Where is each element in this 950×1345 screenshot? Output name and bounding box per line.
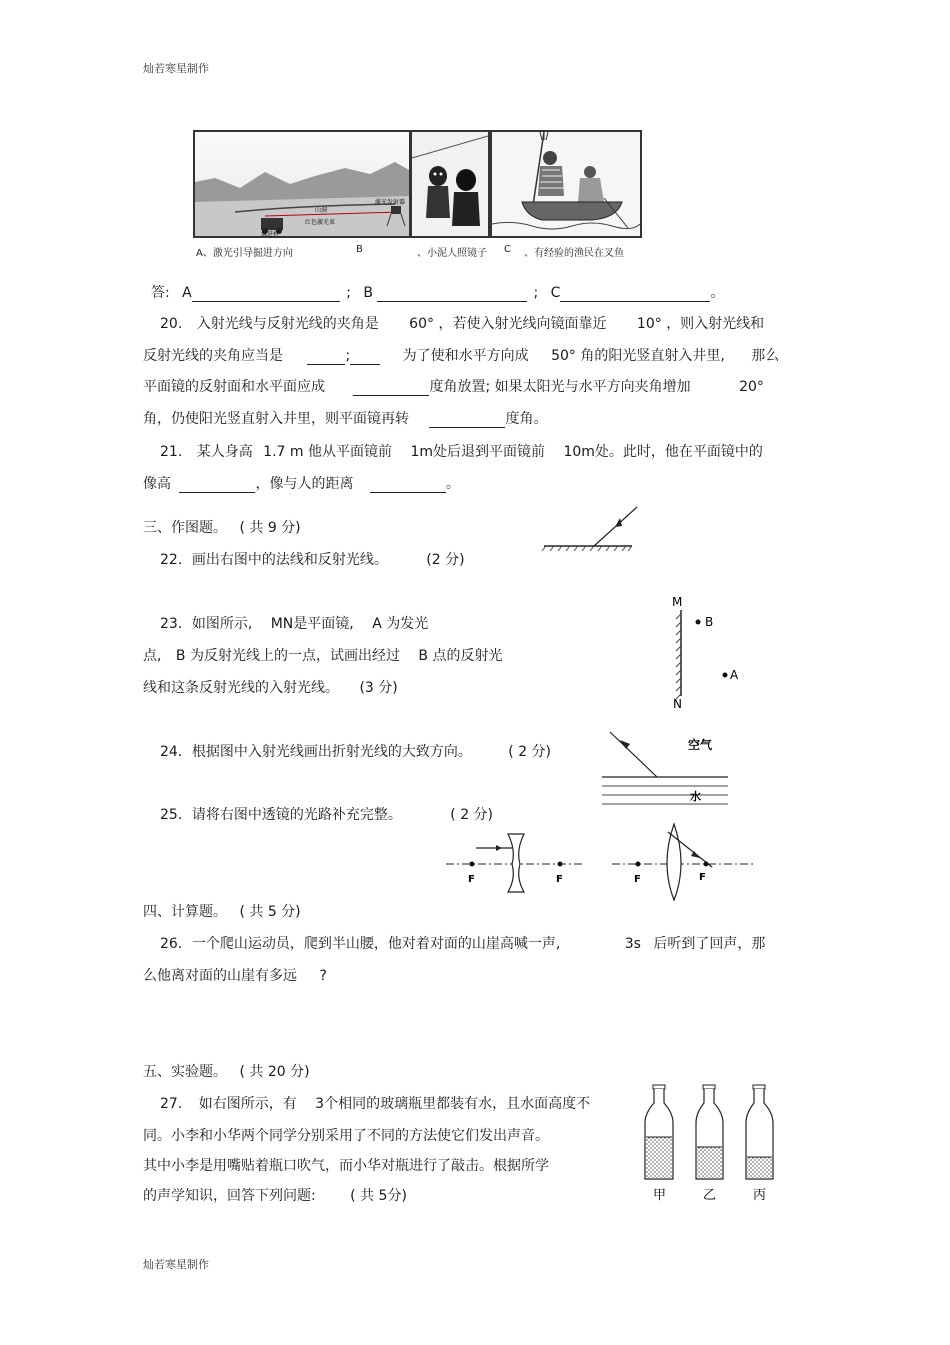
answer-19-line [151, 284, 724, 302]
q21-text-2: 他从平面镜前 [307, 444, 392, 460]
answer-a-label: A [182, 285, 192, 301]
q23-label-b: B [705, 615, 714, 629]
q20-text-1: 入射光线与反射光线的夹角是 [196, 316, 379, 332]
q20-text-10: 角，仍使阳光竖直射入井里，则平面镜再转 [143, 411, 409, 427]
laser-tunnel-picture [193, 130, 411, 238]
q21-text-3: 1m处后退到平面镜前 [410, 444, 545, 460]
q20-line-4 [143, 410, 547, 428]
q22-line [160, 551, 465, 569]
bottle-label-bing: 丙 [753, 1188, 767, 1203]
answer-a-blank[interactable] [192, 287, 340, 302]
q20-blank-1b[interactable] [350, 350, 380, 365]
q20-text-11: 度角。 [505, 411, 548, 427]
q21-height: 1.7 m [263, 444, 304, 460]
answer-c-blank[interactable] [560, 287, 710, 302]
q25-line [160, 806, 493, 824]
caption-a: A、激光引导掘进方向 [196, 248, 293, 259]
q21-blank-1[interactable] [179, 478, 255, 493]
q20-text-5: 为了使和水平方向成 [402, 348, 529, 364]
q23-line-3 [143, 679, 398, 697]
q26-time: 3s [624, 936, 641, 952]
q20-text-6: 角的阳光竖直射入井里, [580, 348, 725, 364]
q21-blank-2[interactable] [370, 478, 446, 493]
q20-blank-3[interactable] [429, 413, 505, 428]
q21-text-1: 某人身高 [196, 444, 253, 460]
q23-text-4: 点, [143, 648, 162, 664]
q27-text-2: 3个相同的玻璃瓶里都装有水，且水面高度不 [315, 1096, 591, 1112]
q24-refraction-figure [602, 730, 732, 805]
q25-score: ( 2 分) [450, 807, 494, 823]
q26-line-1 [160, 935, 765, 953]
q26-question-mark: ? [319, 968, 327, 984]
q27-line-2: 同。小李和小华两个同学分别采用了不同的方法使它们发出声音。 [143, 1128, 549, 1144]
q21-end: 。 [445, 476, 460, 492]
section-3-score: ( 共 9 分) [239, 520, 301, 536]
caption-c-label: C [504, 244, 511, 255]
q27-score: ( 共 5分) [350, 1188, 407, 1204]
q21-line-1 [160, 443, 763, 461]
q24-text: 24．根据图中入射光线画出折射光线的大致方向。 [160, 744, 472, 760]
q20-text-8: 平面镜的反射面和水平面应成 [143, 379, 325, 395]
q25-label-f-left: F [468, 874, 475, 885]
bottle-label-yi: 乙 [703, 1188, 717, 1203]
q24-line [160, 743, 551, 761]
q20-line-1 [160, 315, 764, 333]
answer-b-label: B [363, 285, 373, 301]
q21-number: 21. [160, 444, 183, 460]
q20-blank-1[interactable] [307, 350, 345, 365]
q25-label-f-right: F [556, 874, 563, 885]
section-4-score: ( 共 5 分) [239, 904, 301, 920]
q20-line-3 [143, 378, 764, 396]
q20-blank-2[interactable] [353, 381, 429, 396]
section-5-title: 五、实验题。 [143, 1064, 227, 1080]
caption-b-text: 、小泥人照镜子 [417, 248, 487, 259]
caption-c-text: 、有经验的渔民在叉鱼 [524, 248, 624, 259]
q20-angle-10: 10° [636, 316, 662, 332]
q27-line-3: 其中小李是用嘴贴着瓶口吹气，而小华对瓶进行了敲击。根据所学 [143, 1158, 549, 1174]
q21-text-6: ，像与人的距离 [255, 476, 354, 492]
q22-score: (2 分) [426, 552, 465, 568]
label-tunneling-machine: 掘进机 [261, 231, 280, 238]
q27-line-1 [160, 1095, 590, 1113]
q22-text: 22．画出右图中的法线和反射光线。 [160, 552, 388, 568]
section-4-title: 四、计算题。 [143, 904, 227, 920]
answer-c-label: C [550, 285, 561, 301]
q23-label-n: N [673, 697, 682, 711]
q20-text-2: ，若使入射光线向镜面靠近 [438, 316, 607, 332]
answer-end: 。 [710, 285, 725, 301]
q20-angle-60: 60° [409, 316, 434, 332]
q23-label-m: M [672, 595, 683, 609]
q20-number: 20. [160, 316, 183, 332]
answer-b-blank[interactable] [377, 287, 527, 302]
q23-label-a: A [730, 668, 739, 682]
q27-bottles-figure [640, 1085, 790, 1205]
q21-text-5: 像高 [143, 476, 171, 492]
bottle-yi [696, 1085, 723, 1179]
q21-line-2 [143, 475, 460, 493]
q23-line-1 [160, 615, 428, 633]
q20-line-2 [143, 347, 779, 365]
clay-figure-mirror-picture [410, 130, 490, 238]
clay-figure-drawing [412, 132, 488, 236]
q23-text-7: 线和这条反射光线的入射光线。 [143, 680, 339, 696]
q22-mirror-figure [542, 505, 642, 555]
fisherman-drawing [492, 132, 640, 236]
q20-angle-50: 50° [551, 348, 576, 364]
q21-text-4: 10m处。此时，他在平面镜中的 [563, 444, 763, 460]
section-4-heading [143, 903, 301, 921]
bottle-bing [746, 1085, 773, 1179]
q20-text-9: 度角放置; 如果太阳光与水平方向夹角增加 [429, 379, 691, 395]
answer-sep-2: ; [533, 285, 539, 301]
q23-score: (3 分) [359, 680, 398, 696]
q23-mirror-figure [668, 594, 748, 714]
q20-text-7: 那么 [751, 348, 780, 364]
section-5-score: ( 共 20 分) [239, 1064, 310, 1080]
q27-line-4 [143, 1187, 407, 1205]
page-header: 灿若寒星制作 [143, 62, 209, 75]
laser-tunnel-drawing [195, 132, 409, 236]
q26-text-3: 么他离对面的山崖有多远 [143, 968, 297, 984]
q25-convex-lens-figure [612, 822, 757, 902]
q23-text-6: B 点的反射光 [418, 648, 503, 664]
section-3-heading [143, 519, 301, 537]
q24-label-air: 空气 [688, 738, 713, 752]
q27-text-1: 如右图所示，有 [198, 1096, 297, 1112]
q25-label-f-right-2: F [699, 872, 706, 883]
q26-text-2: 后听到了回声，那 [653, 936, 766, 952]
q23-text-3: A 为发光 [372, 616, 429, 632]
q20-text-3: ，则入射光线和 [666, 316, 765, 332]
q20-angle-20: 20° [739, 379, 764, 395]
label-laser-emitter: 激光发射器 [375, 199, 406, 206]
q23-text-2: MN是平面镜, [270, 616, 354, 632]
answer-sep-1: ; [346, 285, 351, 301]
q24-score: ( 2 分) [508, 744, 552, 760]
q25-concave-lens-figure [446, 832, 586, 892]
q23-text-1: 23．如图所示, [160, 616, 253, 632]
page-footer: 灿若寒星制作 [143, 1258, 209, 1271]
bottle-label-jia: 甲 [653, 1188, 667, 1203]
q20-semicolon: ; [345, 348, 351, 364]
q25-label-f-left-2: F [634, 874, 641, 885]
q25-text: 25．请将右图中透镜的光路补充完整。 [160, 807, 402, 823]
answer-prefix: 答: [151, 285, 170, 301]
q27-number: 27. [160, 1096, 183, 1112]
q24-label-water: 水 [690, 790, 701, 803]
section-5-heading [143, 1063, 310, 1081]
section-3-title: 三、作图题。 [143, 520, 227, 536]
caption-b-label: B [356, 244, 363, 255]
fisherman-picture [490, 130, 642, 238]
q27-text-3: 的声学知识，回答下列问题: [143, 1188, 316, 1204]
q23-line-2 [143, 647, 502, 665]
bottle-jia [645, 1085, 673, 1179]
label-shandong: 山洞 [315, 207, 328, 214]
q26-line-2 [143, 967, 327, 985]
label-red-laser: 红色激光束 [305, 219, 336, 226]
q20-text-4: 反射光线的夹角应当是 [143, 348, 283, 364]
q23-text-5: B 为反射光线上的一点，试画出经过 [175, 648, 400, 664]
q26-text-1: 26．一个爬山运动员，爬到半山腰，他对着对面的山崖高喊一声, [160, 936, 561, 952]
